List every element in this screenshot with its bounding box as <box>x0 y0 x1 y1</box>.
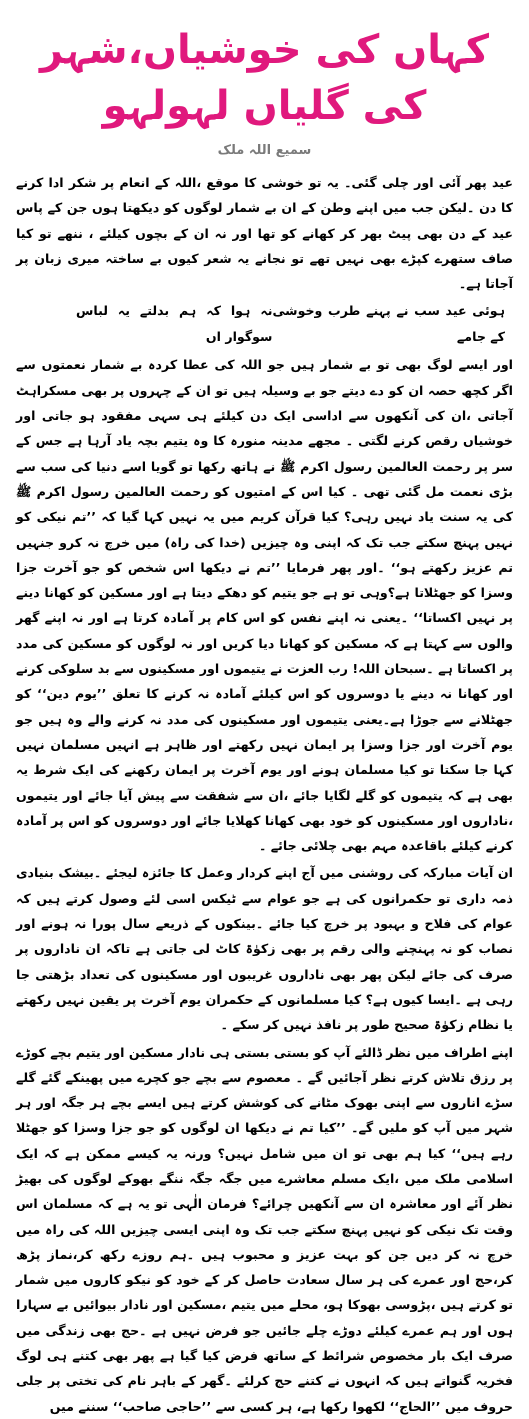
author-byline: سمیع اللہ ملک <box>217 143 312 158</box>
verse-line-second: نہ ہوا کہ ہم بدلتے یہ لباس سوگوار اں <box>76 303 273 345</box>
paragraph: عید پھر آئی اور چلی گئی۔ یہ تو خوشی کا موقع ،اللہ کے انعام پر شکر ادا کرنے کا دن ۔لیکن جب میں اپنے وطن کے ان بے شمار لوگوں کو دیکھتا ہوں جن کے پاس عید کے دن بھی پیٹ بھر کر کھانے کو تھا اور نہ ان کے بچوں کیلئے ، ننھے تو کیا صاف ستھرے کپڑے بھی نہیں تھے تو نجانے یہ شعر کیوں بے ساختہ میری زبان پر آجاتا ہے۔ <box>16 175 513 292</box>
paragraph: اپنے اطراف میں نظر ڈالئے آپ کو بستی بستی ہی نادار مسکین اور یتیم بچے کوڑے پر رزق تلاش کرتے نظر آجائیں گے ۔ معصوم سے بچے جو کچرے میں پھینکے گئے گلے سڑے اناروں سے اپنی بھوک مٹانے کی کوشش کرتے ہیں ایسے بچے ہر جگہ اور ہر شہر میں آپ کو ملیں گے۔ ’’کیا تم نے دیکھا ان لوگوں کو جو جزا وسزا کو جھٹلا رہے ہیں‘‘ کیا ہم بھی تو ان میں شامل نہیں؟ ورنہ یہ کیسے ممکن ہے کہ ایک اسلامی ملک میں ،ایک مسلم معاشرے میں جگہ جگہ ننگے بھوکے لوگوں کی بھیڑ نظر آئے اور معاشرہ ان سے آنکھیں چرائے؟ فرمان الٰہی تو یہ ہے کہ مسلمان اس وقت تک نیکی کو نہیں پہنچ سکتے جب تک وہ اپنی ایسی چیزیں اللہ کی راہ میں خرچ نہ کر دیں جن کو بہت عزیز و محبوب ہیں ۔ہم روزے رکھ کر،نماز پڑھ کر،حج اور عمرے کی ہر سال سعادت حاصل کر کے خود کو نیکو کاروں میں شمار تو کرتے ہیں ،پڑوسی بھوکا ہو، محلے میں یتیم ،مسکین اور نادار بیوائیں بے سہارا ہوں اور ہم عمرے کیلئے دوڑے چلے جائیں جو فرض نہیں ہے ۔حج بھی زندگی میں صرف ایک بار مخصوص شرائط کے ساتھ فرض کیا گیا ہے پھر بھی کتنے ہی لوگ فخریہ گنواتے ہیں کہ انہوں نے کتنے حج کرلئے ۔گھر کے باہر نام کی تختی پر جلی حروف میں ’’الحاج‘‘ لکھوا رکھا ہے، ہر کسی سے ’’حاجی صاحب‘‘ سننے میں <box>16 1044 513 1414</box>
paragraph: اور ایسے لوگ بھی تو بے شمار ہیں جو اللہ کی عطا کردہ بے شمار نعمتوں سے اگر کچھ حصہ ان کو دے دیتے جو بے وسیلہ ہیں تو ان کے چہروں پر بھی مسکراہٹ آجاتی ،ان کی آنکھوں سے اداسی ایک دن کیلئے ہی سہی مفقود ہو جاتی اور خوشیاں رقص کرنے لگتی ۔ مجھے مدینہ منورہ کا وہ یتیم بچہ یاد آرہا ہے جس کے سر پر رحمت العالمین رسول اکرم ﷺ نے ہاتھ رکھا تو گویا اسے دنیا کی سب سے بڑی نعمت مل گئی تھی ۔ کیا اس کے امتیوں کو رحمت العالمین رسول اکرم ﷺ کی یہ سنت یاد نہیں رہی؟ کیا قرآن کریم میں یہ نہیں کہا گیا کہ ’’تم نیکی کو نہیں پہنچ سکتے جب تک کہ اپنی وہ چیزیں (خدا کی راہ) میں خرچ نہ کرو جنہیں تم عزیز رکھتے ہو‘‘ ۔اور پھر فرمایا ’’تم نے دیکھا اس شخص کو جو آخرت جزا وسزا کو جھٹلاتا ہے؟وہی تو ہے جو یتیم کو دھکے دیتا ہے اور مسکین کو کھانا دینے پر نہیں اکساتا‘‘ ۔یعنی نہ اپنے نفس کو اس کام پر آمادہ کرتا ہے اور نہ اپنے گھر والوں سے کہتا ہے کہ مسکین کو کھانا دیا کریں اور نہ لوگوں کو مسکین کی مدد پر اکساتا ہے ۔سبحان اللہ! رب العزت نے یتیموں اور مسکینوں سے بد سلوکی کرنے اور کھانا نہ دینے یا دوسروں کو اس کیلئے آمادہ نہ کرنے کا تعلق ’’یوم دین‘‘ کو جھٹلانے سے جوڑا ہے۔یعنی یتیموں اور مسکینوں کی مدد نہ کرنے والے وہ ہیں جو یوم آخرت اور جزا وسزا پر ایمان نہیں رکھتے اور ظاہر ہے انہیں مسلمان نہیں کہا جا سکتا تو کیا مسلمان ہونے اور یوم آخرت پر ایمان رکھنے کی ایک شرط یہ بھی ہے کہ یتیموں کو گلے لگایا جائے ،ان سے شفقت سے پیش آیا جائے اور یتیموں ،ناداروں اور مسکینوں کو خود بھی کھانا کھلایا جائے اور دوسروں کو اس پر آمادہ کرنے کیلئے باقاعدہ مہم بھی چلائی جائے ۔ <box>16 357 513 854</box>
paragraph: ان آیات مبارکہ کی روشنی میں آج اپنے کردار وعمل کا جائزہ لیجئے ۔بیشک بنیادی ذمہ داری تو حکمرانوں کی ہے جو عوام سے ٹیکس اسی لئے وصول کرتے ہیں کہ عوام کی فلاح و بہبود پر خرچ کیا جائے ۔بینکوں کے ذریعے سال پورا نہ ہونے اور نصاب کو نہ پہنچنے والی رقم پر بھی زکوٰۃ کاٹ لی جاتی ہے تاکہ ان ناداروں پر صرف کی جائے لیکن پھر بھی ناداروں غریبوں اور مسکینوں کی تعداد بڑھتی جا رہی ہے ۔ایسا کیوں ہے؟ کیا مسلمانوں کے حکمران یوم آخرت پر یقین نہیں رکھتے یا نظام زکوٰۃ صحیح طور پر نافذ نہیں کر سکے ۔ <box>16 865 513 1033</box>
poetry-couplet <box>16 298 513 350</box>
article-headline: کہاں کی خوشیاں،شہر کی گلیاں لہولہو <box>39 27 490 129</box>
article-body <box>16 170 513 1419</box>
article-page <box>0 22 529 1414</box>
verse-line-first: ہوئی عید سب نے پہنے طرب وخوشی کے جامے <box>272 303 505 345</box>
